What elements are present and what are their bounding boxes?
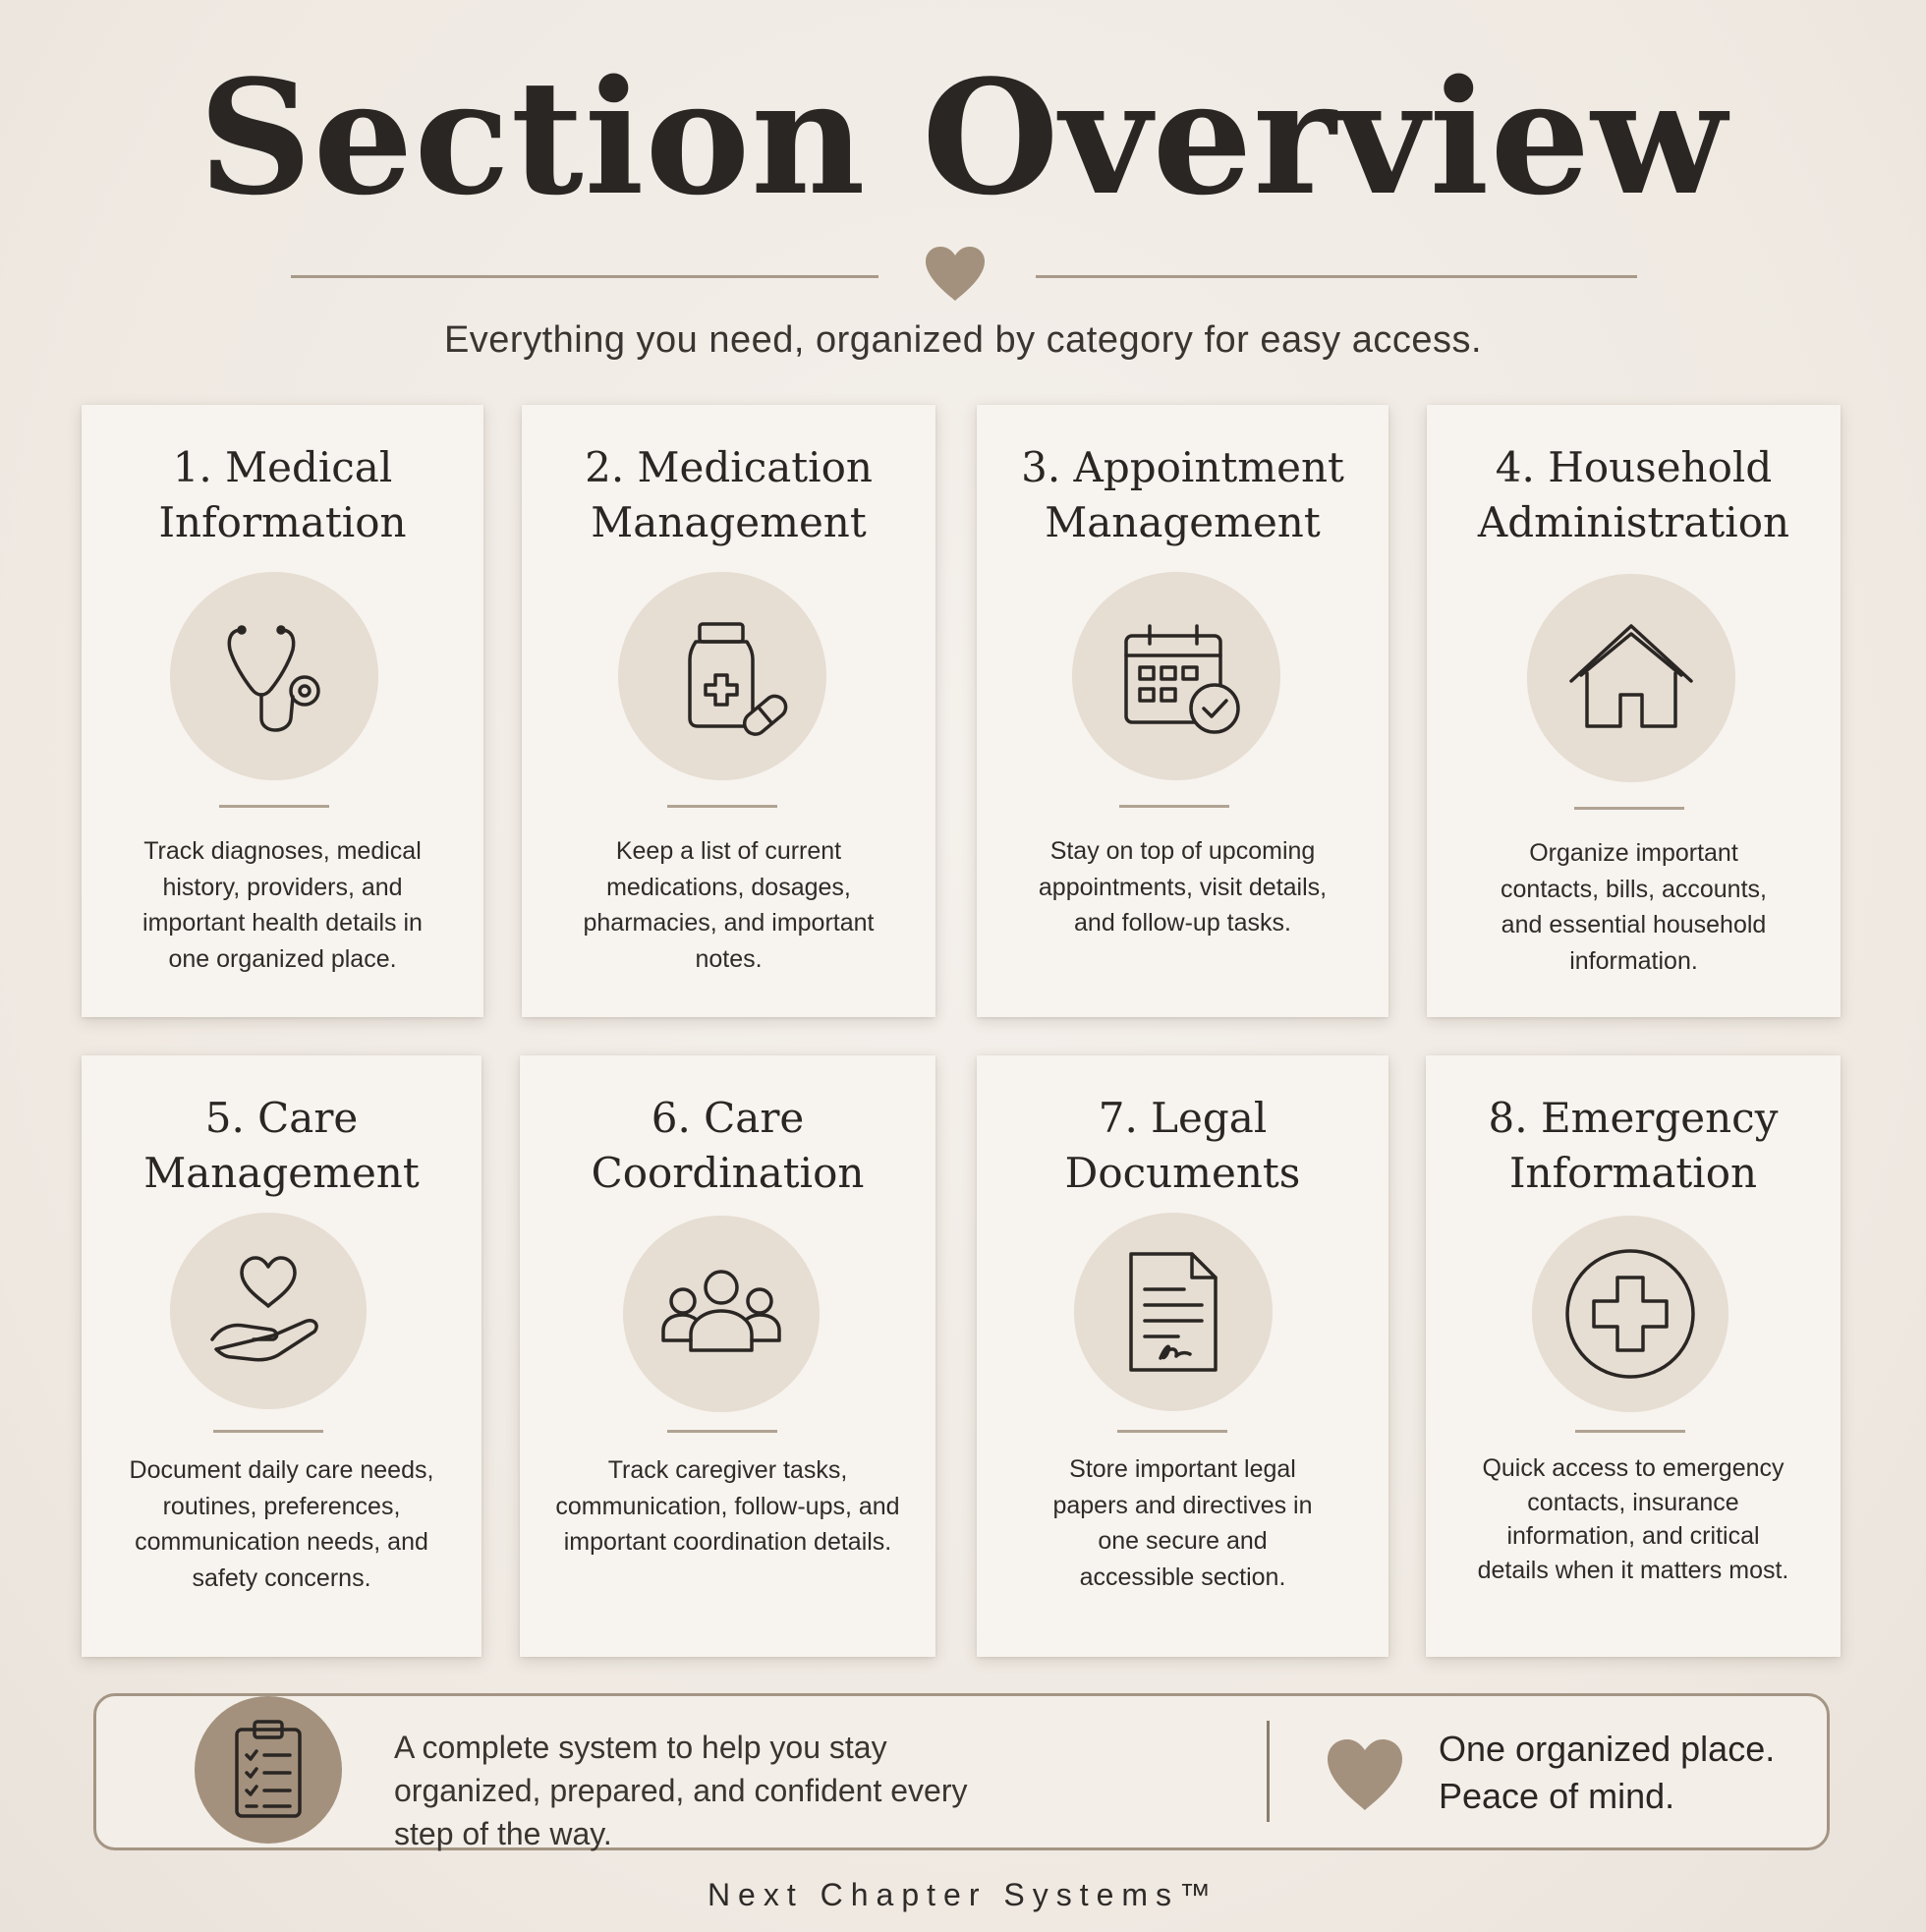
card-divider (213, 1430, 323, 1433)
icon-circle (1532, 1216, 1728, 1412)
calendar-check-icon (1103, 602, 1250, 750)
card-title: 2. Medication Management (585, 443, 873, 546)
card-care-management[interactable] (82, 1055, 482, 1657)
group-icon (648, 1240, 795, 1388)
title-divider-right (1036, 275, 1637, 278)
card-description: Keep a list of current medications, dosages, pharmacies, and important notes. (583, 837, 875, 973)
card-household-administration[interactable] (1427, 405, 1841, 1017)
card-emergency-information[interactable] (1426, 1055, 1841, 1657)
card-divider (667, 805, 777, 808)
card-title: 1. Medical Information (158, 443, 407, 546)
card-medical-information[interactable] (82, 405, 483, 1017)
card-title: 5. Care Management (143, 1094, 420, 1197)
card-description: Stay on top of upcoming appointments, visit details, and follow-up tasks. (1038, 837, 1328, 937)
footer-separator (1267, 1721, 1270, 1822)
medical-cross-icon (1557, 1240, 1704, 1388)
stethoscope-icon (200, 602, 348, 750)
icon-circle (170, 1213, 367, 1409)
card-title: 4. Household Administration (1477, 443, 1790, 546)
card-legal-documents[interactable] (977, 1055, 1388, 1657)
title-divider-left (291, 275, 878, 278)
card-title: 8. Emergency Information (1488, 1094, 1779, 1197)
card-title: 6. Care Coordination (591, 1094, 865, 1197)
card-title: 7. Legal Documents (1064, 1094, 1301, 1197)
page-title: Section Overview (198, 45, 1728, 230)
icon-circle (1074, 1213, 1273, 1411)
heart-icon (922, 244, 989, 303)
footer-tagline (1439, 1726, 1812, 1820)
card-divider (1575, 1430, 1685, 1433)
card-care-coordination[interactable] (520, 1055, 935, 1657)
card-title: 3. Appointment Management (1021, 443, 1344, 546)
icon-circle (618, 572, 826, 780)
card-description: Track diagnoses, medical history, providers, and important health details in one organized place. (142, 837, 423, 973)
card-divider (1574, 807, 1684, 810)
page-subtitle: Everything you need, organized by category for easy access. (443, 319, 1483, 361)
footer-banner (93, 1693, 1830, 1850)
icon-circle (1072, 572, 1280, 780)
clipboard-checklist-icon (219, 1716, 317, 1824)
card-divider (667, 1430, 777, 1433)
medicine-bottle-icon (649, 602, 796, 750)
card-medication-management[interactable] (522, 405, 935, 1017)
card-description: Organize important contacts, bills, accounts, and essential household information. (1501, 839, 1767, 975)
footer-icon-circle (195, 1696, 342, 1844)
card-divider (1119, 805, 1229, 808)
card-description: Quick access to emergency contacts, insurance information, and critical details when it matters most. (1477, 1454, 1789, 1584)
footer-text: A complete system to help you stay organized, prepared, and confident every step of the way. (394, 1730, 968, 1851)
card-description: Track caregiver tasks, communication, follow-ups, and important coordination details. (555, 1456, 900, 1556)
tagline-line-1: One organized place. (1439, 1729, 1776, 1769)
tagline-line-2: Peace of mind. (1439, 1776, 1675, 1816)
brand-name: Next Chapter Systems™ (707, 1877, 1219, 1912)
icon-circle (1527, 574, 1735, 782)
house-icon (1558, 604, 1705, 752)
card-description: Document daily care needs, routines, preferences, communication needs, and safety concerns. (129, 1456, 434, 1592)
signed-document-icon (1100, 1238, 1247, 1386)
card-divider (219, 805, 329, 808)
icon-circle (623, 1216, 820, 1412)
card-description: Store important legal papers and directives in one secure and accessible section. (1052, 1455, 1313, 1591)
card-appointment-management[interactable] (977, 405, 1388, 1017)
icon-circle (170, 572, 378, 780)
card-divider (1117, 1430, 1227, 1433)
heart-icon (1324, 1735, 1406, 1812)
heart-hand-icon (195, 1237, 342, 1385)
